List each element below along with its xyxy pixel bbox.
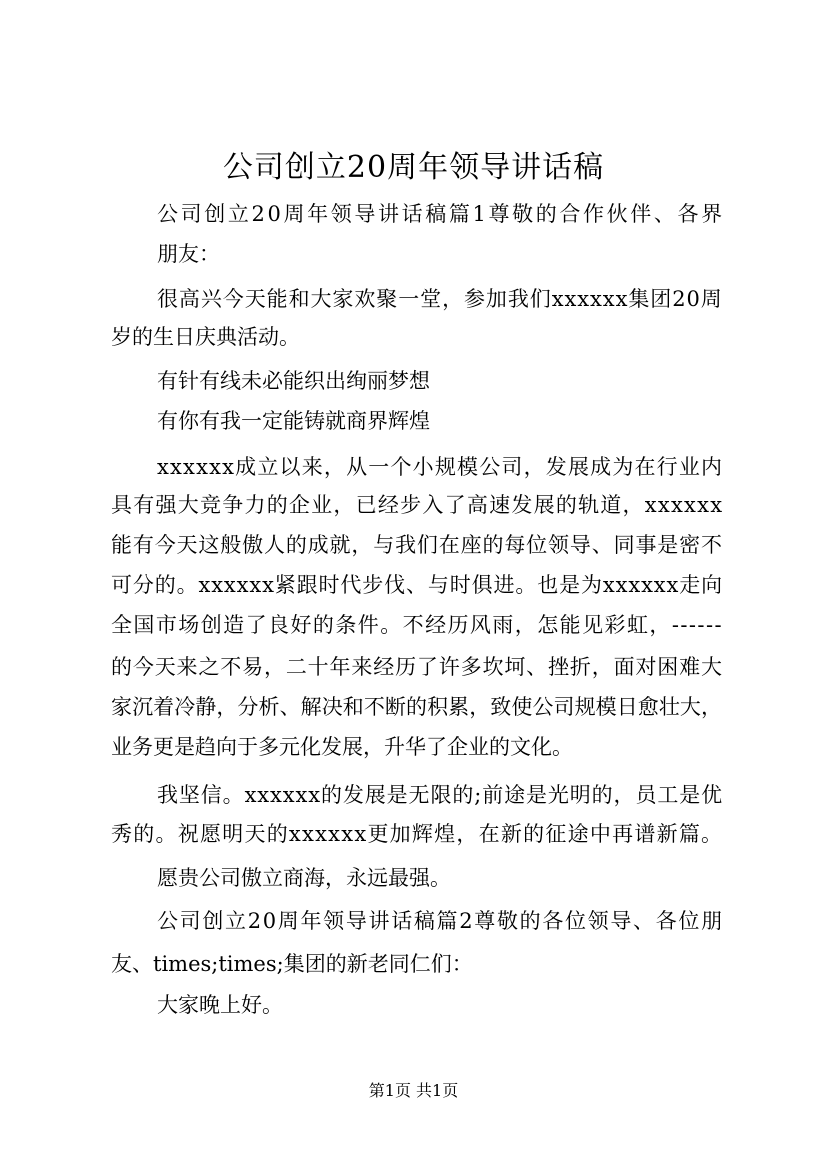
paragraph-line: 有你有我一定能铸就商界辉煌 [157, 409, 430, 433]
paragraph-line: 公司创立20周年领导讲话稿篇1尊敬的合作伙伴、各界 [157, 202, 725, 226]
paragraph-line: xxxxxx成立以来，从一个小规模公司，发展成为在行业内 [157, 455, 724, 479]
paragraph-line: 业务更是趋向于多元化发展，升华了企业的文化。 [111, 735, 573, 759]
document-title: 公司创立20周年领导讲话稿 [222, 150, 605, 185]
paragraph-line: 岁的生日庆典活动。 [111, 325, 300, 349]
paragraph-line: 朋友： [157, 242, 220, 266]
paragraph-line: 可分的。xxxxxx紧跟时代步伐、与时俱进。也是为xxxxxx走向 [111, 573, 723, 597]
paragraph-line: 大家晚上好。 [157, 993, 283, 1017]
paragraph-line: 愿贵公司傲立商海，永远最强。 [157, 866, 451, 890]
paragraph-line: 很高兴今天能和大家欢聚一堂，参加我们xxxxxx集团20周 [157, 287, 723, 311]
paragraph-line: 能有今天这般傲人的成就，与我们在座的每位领导、同事是密不 [111, 533, 723, 557]
paragraph-line: 友、times;times;集团的新老同仁们： [111, 952, 473, 976]
paragraph-line: 家沉着冷静，分析、解决和不断的积累，致使公司规模日愈壮大， [111, 695, 723, 719]
page-footer: 第1页 共1页 [368, 1081, 459, 1100]
paragraph-line: 具有强大竞争力的企业，已经步入了高速发展的轨道，xxxxxx [111, 493, 724, 517]
paragraph-line: 我坚信。xxxxxx的发展是无限的;前途是光明的，员工是优 [157, 783, 724, 807]
paragraph-line: 秀的。祝愿明天的xxxxxx更加辉煌，在新的征途中再谱新篇。 [111, 822, 724, 846]
paragraph-line: 公司创立20周年领导讲话稿篇2尊敬的各位领导、各位朋 [157, 909, 724, 933]
paragraph-line: 的今天来之不易，二十年来经历了许多坎坷、挫折，面对困难大 [111, 655, 723, 679]
paragraph-line: 全国市场创造了良好的条件。不经历风雨，怎能见彩虹，------ [111, 613, 724, 637]
paragraph-line: 有针有线未必能织出绚丽梦想 [157, 369, 430, 393]
